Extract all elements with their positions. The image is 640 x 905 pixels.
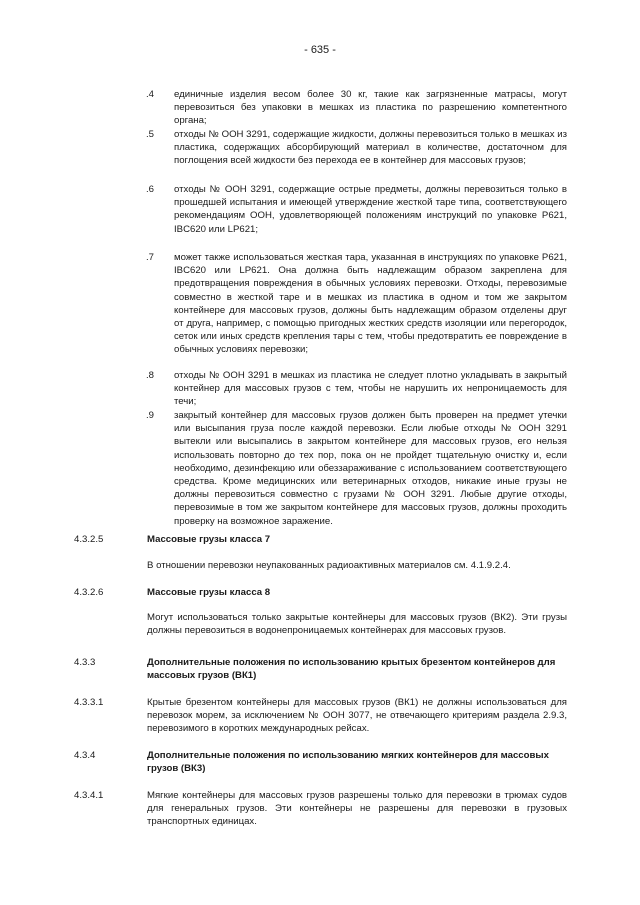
list-item-marker: .4 <box>146 89 155 100</box>
section-title: Дополнительные положения по использованию крытых брезентом контейнеров для массовых грузов (ВК1) <box>147 657 556 682</box>
list-item-marker: .8 <box>146 370 155 381</box>
list-item-marker: .9 <box>146 410 155 421</box>
list-item-marker: .6 <box>146 184 155 195</box>
list-item-text: единичные изделия весом более 30 кг, такие как загрязненные матрасы, могут перевозиться без упаковки в мешках из пластика по разрешению компетентного органа; <box>174 89 567 127</box>
list-item-text: отходы № ООН 3291 в мешках из пластика не следует плотно укладывать в закрытый контейнер для массовых грузов с тем, чтобы не нарушить их непроницаемость для течи; <box>174 370 567 408</box>
section-text: Могут использоваться только закрытые контейнеры для массовых грузов (ВК2). Эти грузы должны перевозиться в водонепроницаемых контейнерах для массовых грузов. <box>147 612 567 637</box>
section-number: 4.3.3.1 <box>74 697 104 708</box>
list-item-text: закрытый контейнер для массовых грузов должен быть проверен на предмет утечки или высыпания груза после каждой перевозки. Если любые отходы № ООН 3291 вытекли или высыпались в закрытом контейнере для массовых грузов, его нельзя использовать повторно до тех пор, пока он не пройдет тщательную очистку и, если необходимо, дезинфекцию или обеззараживание с использованием соответствующего средства. Кроме медицинских или ветеринарных отходов, никакие иные грузы не должны перевозиться совместно с грузами № ООН 3291. Любые другие отходы, перевозимые в том же закрытом контейнере для массовых грузов, должны проходить проверку на возможное заражение. <box>174 410 567 527</box>
list-item-text: отходы № ООН 3291, содержащие острые предметы, должны перевозиться только в прошедшей испытания и имеющей утверждение жесткой таре типа, соответствующего рекомендациям ООН, удовлетворяющей положениям инструкций по упаковке P621, IBC620 или LP621; <box>174 184 567 235</box>
list-item-marker: .7 <box>146 252 155 263</box>
section-number: 4.3.3 <box>74 657 96 668</box>
section-text: Мягкие контейнеры для массовых грузов разрешены только для перевозки в трюмах судов для генеральных грузов. Эти контейнеры не разрешены для перевозки в грузовых транспортных единицах. <box>147 790 567 828</box>
section-text: В отношении перевозки неупакованных радиоактивных материалов см. 4.1.9.2.4. <box>147 560 511 571</box>
list-item-text: может также использоваться жесткая тара, указанная в инструкциях по упаковке P621, IBC620 или LP621. Она должна быть надлежащим образом закреплена для предотвращения повреждения в обычных условиях перевозки. Отходы, перевозимые совместно в жесткой таре и в мешках из пластика в одном и том же закрытом контейнере для массовых грузов, должны быть надлежащим образом отделены друг от друга, например, с помощью пригодных жестких средств изоляции или перегородок, сеток или иных средств крепления тары с тем, чтобы предотвратить ее повреждение в обычных условиях перевозки; <box>174 252 567 356</box>
section-title: Массовые грузы класса 8 <box>147 587 271 598</box>
page-number: - 635 - <box>304 44 336 56</box>
list-item-marker: .5 <box>146 129 155 140</box>
list-item-text: отходы № ООН 3291, содержащие жидкости, должны перевозиться только в мешках из пластика, содержащих абсорбирующий материал в количестве, достаточном для поглощения всей жидкости без перехода ее в контейнер для массовых грузов; <box>174 129 567 167</box>
section-title: Массовые грузы класса 7 <box>147 534 271 545</box>
section-number: 4.3.4.1 <box>74 790 104 801</box>
section-text: Крытые брезентом контейнеры для массовых грузов (ВК1) не должны использоваться для перевозок морем, за исключением № ООН 3077, не отвечающего критериям раздела 2.9.3, перевозимого в коротких международных рейсах. <box>147 697 567 735</box>
section-number: 4.3.4 <box>74 750 96 761</box>
section-number: 4.3.2.6 <box>74 587 104 598</box>
section-number: 4.3.2.5 <box>74 534 104 545</box>
section-title: Дополнительные положения по использованию мягких контейнеров для массовых грузов (ВК3) <box>147 750 549 775</box>
